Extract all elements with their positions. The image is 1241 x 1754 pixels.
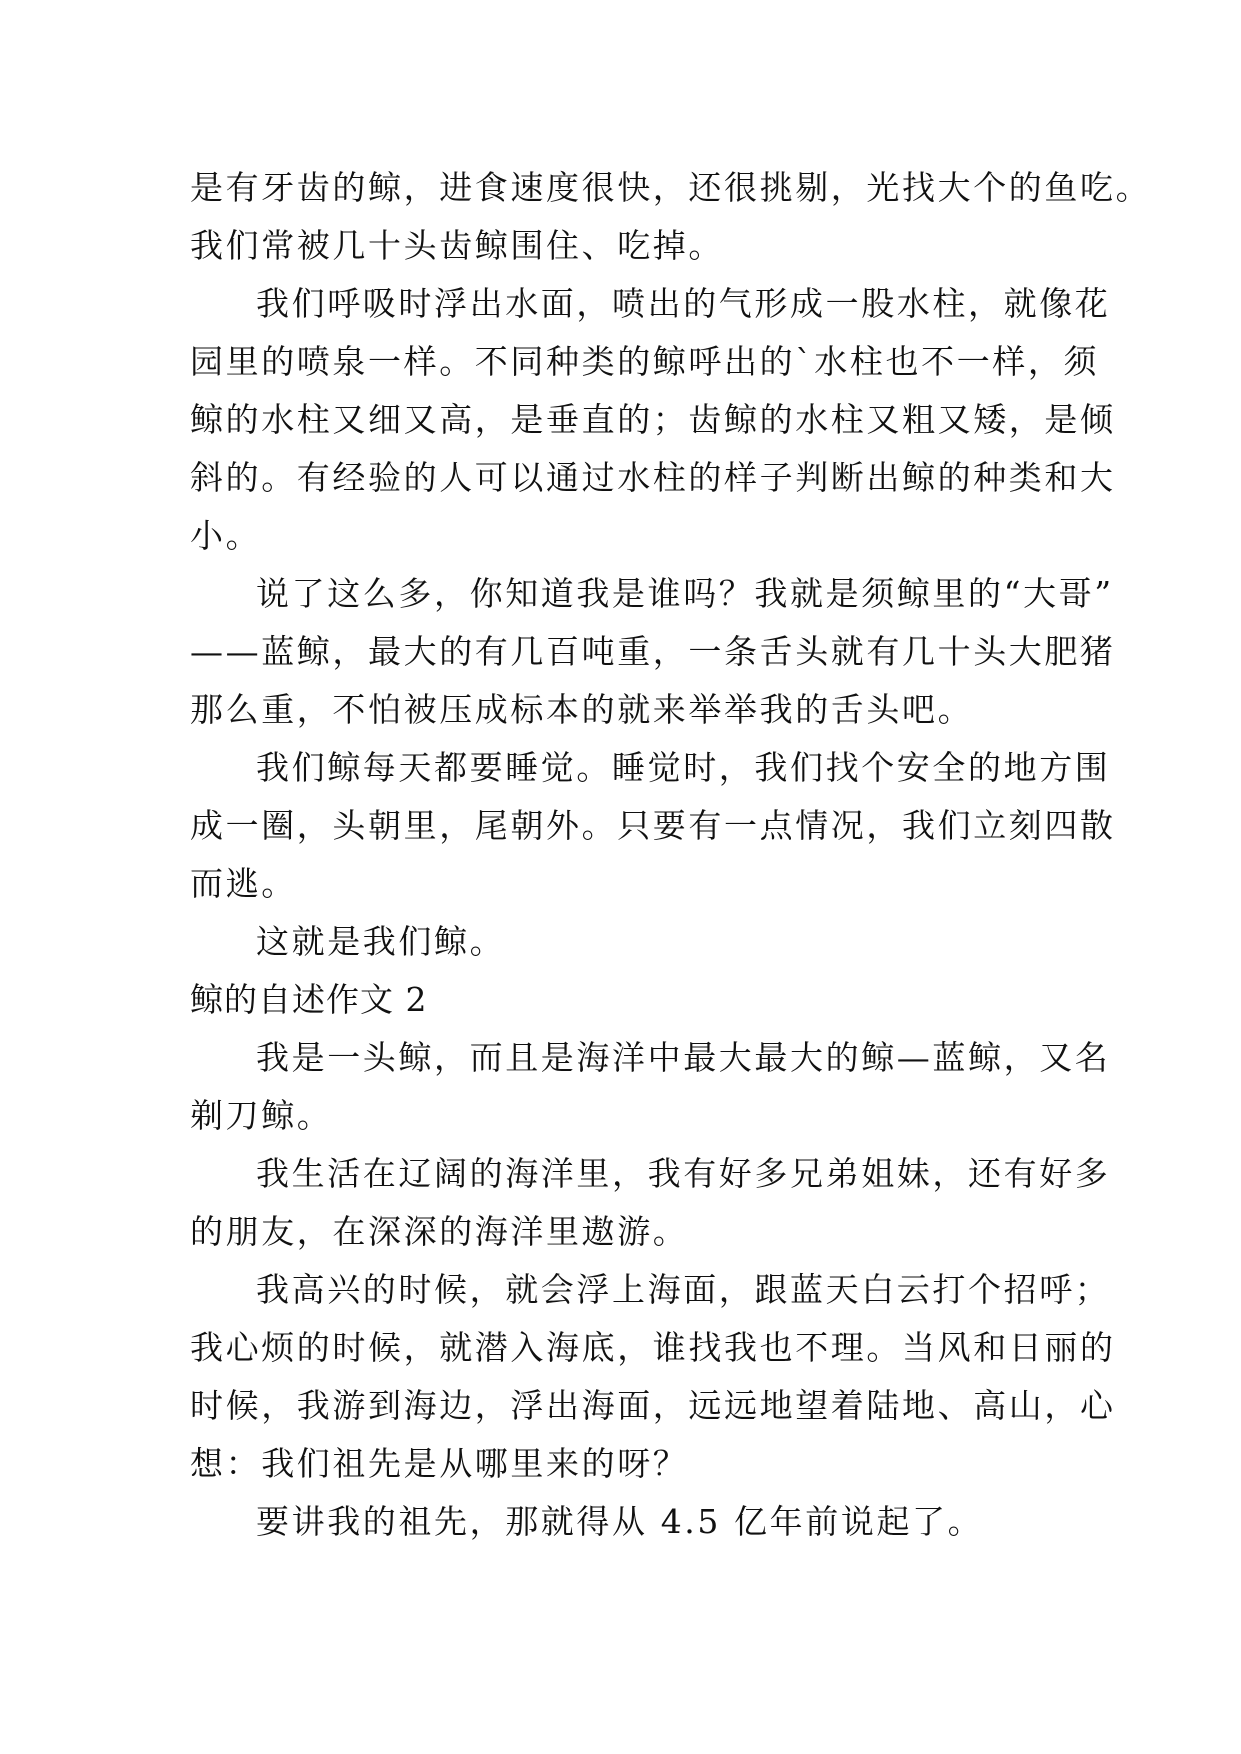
text-line: 想：我们祖先是从哪里来的呀？ xyxy=(190,1444,689,1483)
paragraph-start-line: 说了这么多，你知道我是谁吗？我就是须鲸里的“大哥” xyxy=(256,574,1114,613)
paragraph-start-line: 我们呼吸时浮出水面，喷出的气形成一股水柱，就像花 xyxy=(256,284,1111,323)
text-line: 鲸的水柱又细又高，是垂直的；齿鲸的水柱又粗又矮，是倾 xyxy=(190,400,1116,439)
text-line: 园里的喷泉一样。不同种类的鲸呼出的`水柱也不一样，须 xyxy=(190,342,1100,381)
text-line: 斜的。有经验的人可以通过水柱的样子判断出鲸的种类和大 xyxy=(190,458,1116,497)
text-line: 而逃。 xyxy=(190,864,297,903)
paragraph-start-line: 要讲我的祖先，那就得从 4.5 亿年前说起了。 xyxy=(256,1502,984,1541)
text-line: 是有牙齿的鲸，进食速度很快，还很挑剔，光找大个的鱼吃。 xyxy=(190,168,1152,207)
paragraph-start-line: 我们鲸每天都要睡觉。睡觉时，我们找个安全的地方围 xyxy=(256,748,1111,787)
paragraph-start-line: 我是一头鲸，而且是海洋中最大最大的鲸—蓝鲸，又名 xyxy=(256,1038,1111,1077)
text-line: ——蓝鲸，最大的有几百吨重，一条舌头就有几十头大肥猪 xyxy=(190,632,1116,671)
paragraph-start-line: 我高兴的时候，就会浮上海面，跟蓝天白云打个招呼； xyxy=(256,1270,1111,1309)
paragraph-start-line: 这就是我们鲸。 xyxy=(256,922,506,961)
section-heading: 鲸的自述作文 2 xyxy=(190,980,428,1019)
text-line: 成一圈，头朝里，尾朝外。只要有一点情况，我们立刻四散 xyxy=(190,806,1116,845)
text-line: 的朋友，在深深的海洋里遨游。 xyxy=(190,1212,689,1251)
text-line: 我心烦的时候，就潜入海底，谁找我也不理。当风和日丽的 xyxy=(190,1328,1116,1367)
text-line: 小。 xyxy=(190,516,262,555)
text-line: 那么重，不怕被压成标本的就来举举我的舌头吧。 xyxy=(190,690,974,729)
text-line: 剃刀鲸。 xyxy=(190,1096,333,1135)
paragraph-start-line: 我生活在辽阔的海洋里，我有好多兄弟姐妹，还有好多 xyxy=(256,1154,1111,1193)
text-line: 时候，我游到海边，浮出海面，远远地望着陆地、高山，心 xyxy=(190,1386,1116,1425)
text-line: 我们常被几十头齿鲸围住、吃掉。 xyxy=(190,226,724,265)
